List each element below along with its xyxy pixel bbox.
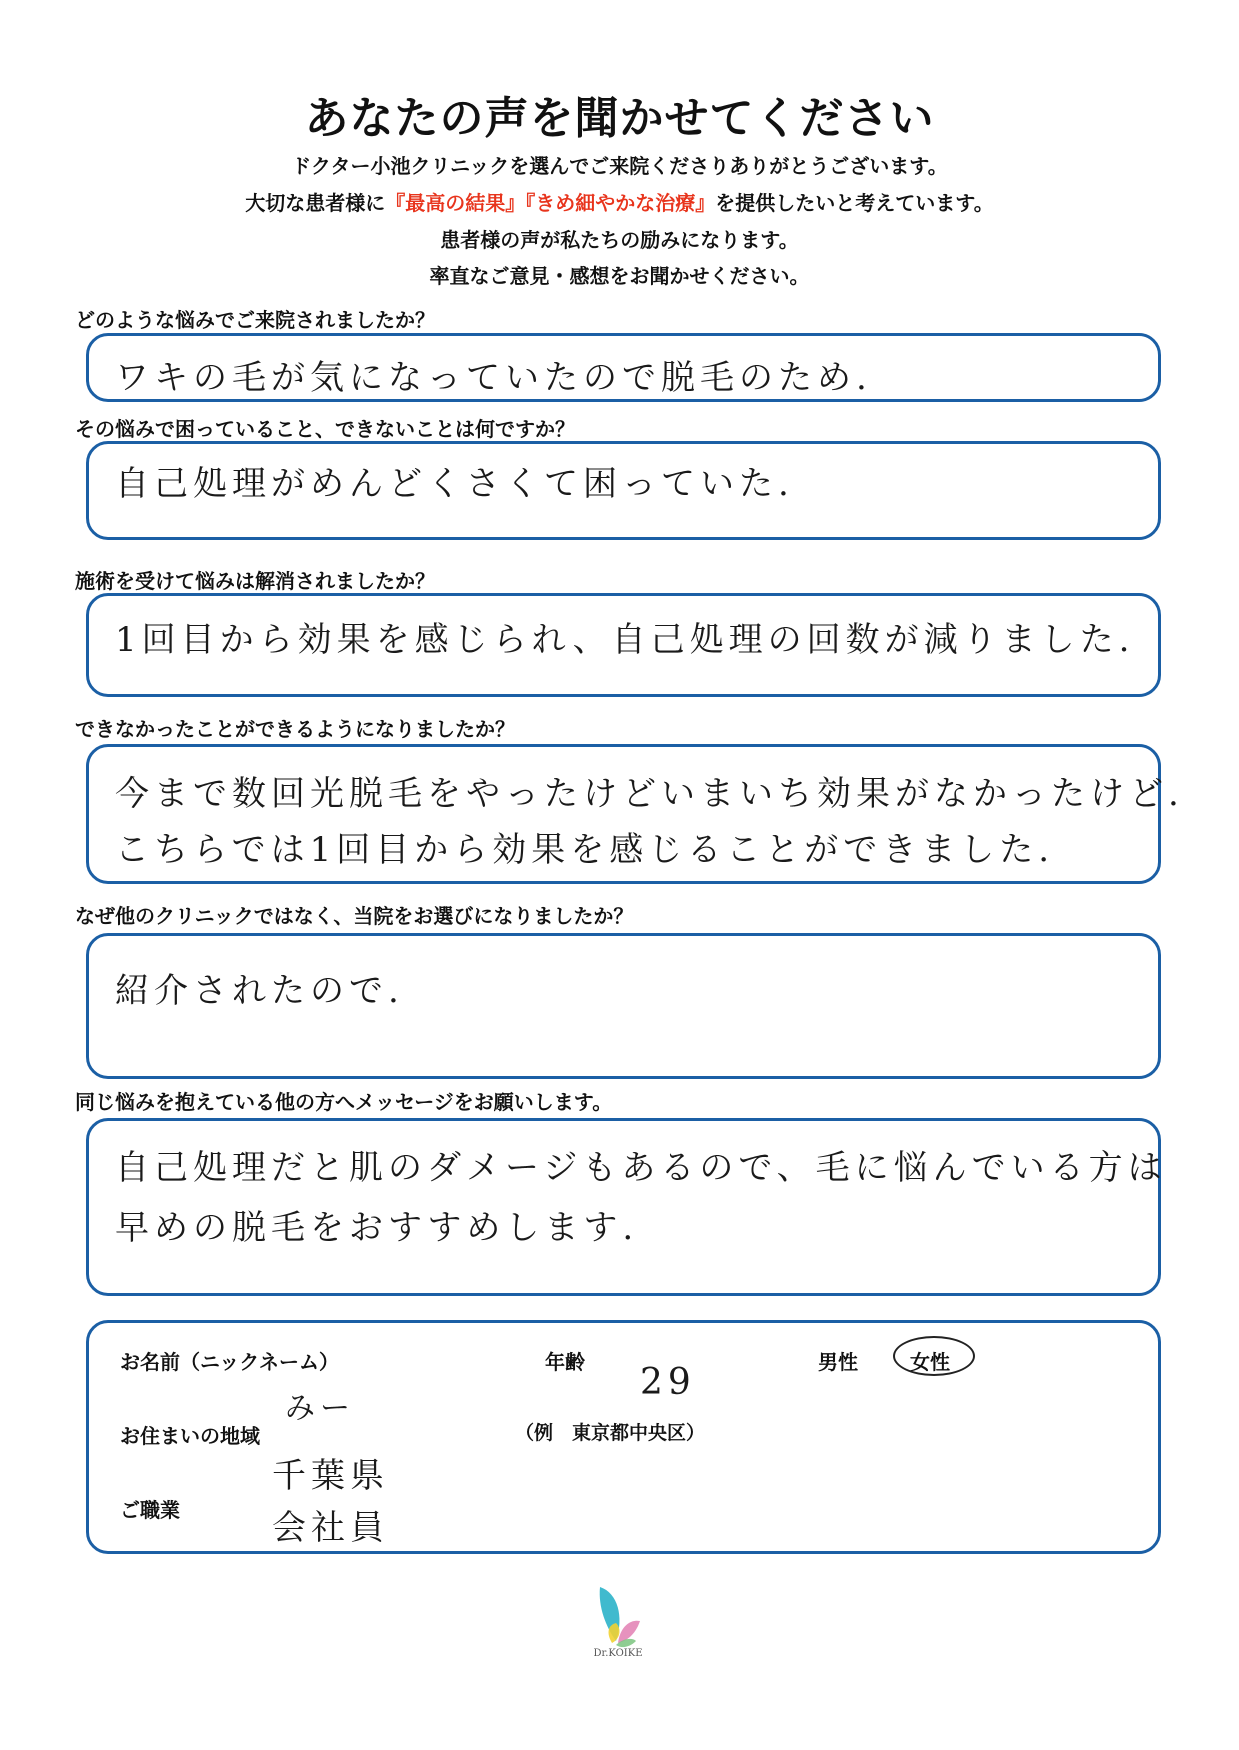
answer-4-line-1: 今まで数回光脱毛をやったけどいまいち効果がなかったけど. bbox=[115, 774, 1184, 814]
female-label: 女性 bbox=[910, 1350, 950, 1374]
job-label: ご職業 bbox=[120, 1498, 180, 1522]
age-label: 年齢 bbox=[545, 1350, 585, 1374]
logo-text: Dr.KOIKE bbox=[593, 1648, 643, 1659]
intro-line-4: 率直なご意見・感想をお聞かせください。 bbox=[429, 264, 810, 288]
answer-6-line-2: 早めの脱毛をおすすめします. bbox=[115, 1208, 639, 1248]
age-value: 29 bbox=[640, 1362, 696, 1403]
name-value: みー bbox=[285, 1391, 355, 1426]
answer-2-line-1: 自己処理がめんどくさくて困っていた. bbox=[115, 464, 794, 504]
area-label: お住まいの地域 bbox=[120, 1424, 260, 1448]
question-6-label: 同じ悩みを抱えている他の方へメッセージをお願いします。 bbox=[75, 1090, 613, 1114]
intro-line-2 bbox=[0, 187, 1239, 216]
question-1-label: どのような悩みでご来院されましたか？ bbox=[75, 308, 435, 332]
area-value: 千葉県 bbox=[272, 1456, 389, 1496]
page-title: あなたの声を聞かせてください bbox=[304, 93, 935, 144]
answer-6-line-1: 自己処理だと肌のダメージもあるので、毛に悩んでいる方は bbox=[115, 1148, 1167, 1188]
answer-1-line-1: ワキの毛が気になっていたので脱毛のため. bbox=[115, 358, 872, 398]
answer-5-line-1: 紹介されたので. bbox=[115, 971, 404, 1011]
question-3-label: 施術を受けて悩みは解消されましたか？ bbox=[75, 569, 435, 593]
name-label: お名前（ニックネーム） bbox=[120, 1350, 339, 1374]
intro-line-2-suffix: を提供したいと考えています。 bbox=[715, 191, 994, 215]
job-value: 会社員 bbox=[272, 1508, 389, 1548]
intro-line-3: 患者様の声が私たちの励みになります。 bbox=[440, 228, 799, 252]
intro-line-2-prefix: 大切な患者様に bbox=[245, 191, 386, 215]
answer-3-line-1: 1回目から効果を感じられ、自己処理の回数が減りました. bbox=[115, 620, 1135, 660]
question-2-label: その悩みで困っていること、できないことは何ですか？ bbox=[75, 417, 575, 441]
question-4-label: できなかったことができるようになりましたか？ bbox=[75, 717, 515, 741]
question-5-label: なぜ他のクリニックではなく、当院をお選びになりましたか？ bbox=[75, 904, 634, 928]
area-example: （例 東京都中央区） bbox=[515, 1422, 706, 1444]
answer-4-line-2: こちらでは1回目から効果を感じることができました. bbox=[115, 830, 1055, 870]
intro-highlight: 『最高の結果』『きめ細やかな治療』 bbox=[385, 191, 716, 215]
male-label: 男性 bbox=[818, 1350, 858, 1374]
intro-line-1: ドクター小池クリニックを選んでご来院くださりありがとうございます。 bbox=[291, 154, 948, 178]
